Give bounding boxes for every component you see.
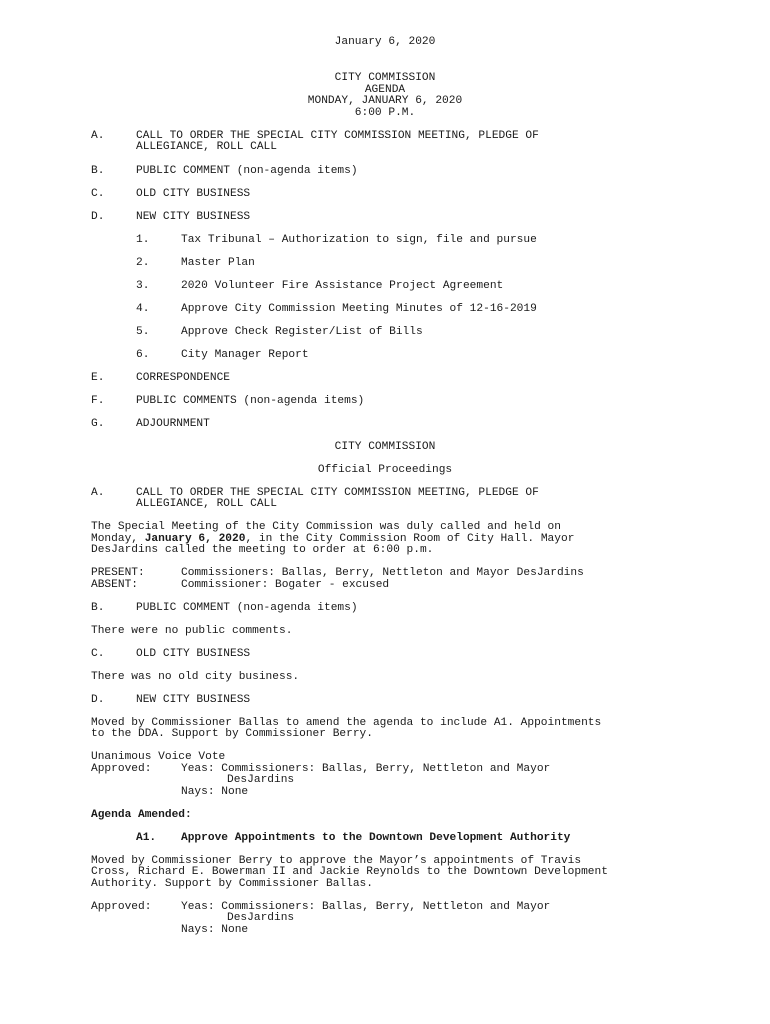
agenda-item-letter: E. xyxy=(91,372,105,384)
motion-text: Moved by Commissioner Ballas to amend the agenda to include A1. Appointments xyxy=(91,717,602,729)
new-business-number: 5. xyxy=(136,326,150,338)
section-letter: C. xyxy=(91,648,105,660)
proceedings-title: CITY COMMISSION xyxy=(334,441,436,453)
agenda-item-text: PUBLIC COMMENTS (non-agenda items) xyxy=(136,395,365,407)
section-note: There were no public comments. xyxy=(91,625,293,637)
absent-label: ABSENT: xyxy=(91,579,138,591)
agenda-header-line: MONDAY, JANUARY 6, 2020 xyxy=(307,95,463,107)
motion-text: Cross, Richard E. Bowerman II and Jackie Reynolds to the Downtown Development xyxy=(91,866,608,878)
present-label: PRESENT: xyxy=(91,567,145,579)
vote-yeas: Yeas: Commissioners: Ballas, Berry, Nettleton and Mayor xyxy=(181,901,551,913)
section-heading: OLD CITY BUSINESS xyxy=(136,648,251,660)
section-heading: CALL TO ORDER THE SPECIAL CITY COMMISSION MEETING, PLEDGE OF xyxy=(136,487,539,499)
motion-text: to the DDA. Support by Commissioner Berry. xyxy=(91,728,373,740)
approved-label: Approved: xyxy=(91,763,152,775)
agenda-item-letter: B. xyxy=(91,165,105,177)
vote-yeas: DesJardins xyxy=(227,774,295,786)
item-number: A1. xyxy=(136,832,157,844)
agenda-header-line: 6:00 P.M. xyxy=(354,107,416,119)
absent-value: Commissioner: Bogater - excused xyxy=(181,579,390,591)
new-business-item: City Manager Report xyxy=(181,349,309,361)
new-business-number: 2. xyxy=(136,257,150,269)
new-business-number: 4. xyxy=(136,303,150,315)
section-heading: PUBLIC COMMENT (non-agenda items) xyxy=(136,602,358,614)
section-letter: A. xyxy=(91,487,105,499)
meeting-intro: DesJardins called the meeting to order at 6:00 p.m. xyxy=(91,544,434,556)
agenda-item-letter: G. xyxy=(91,418,105,430)
agenda-item-text: PUBLIC COMMENT (non-agenda items) xyxy=(136,165,358,177)
agenda-item-letter: D. xyxy=(91,211,105,223)
intro-text: , in the City Commission Room of City Hall. Mayor xyxy=(245,533,575,545)
vote-type: Unanimous Voice Vote xyxy=(91,751,226,763)
section-note: There was no old city business. xyxy=(91,671,300,683)
vote-yeas: DesJardins xyxy=(227,912,295,924)
item-title: Approve Appointments to the Downtown Development Authority xyxy=(181,832,571,844)
section-heading: NEW CITY BUSINESS xyxy=(136,694,251,706)
new-business-number: 1. xyxy=(136,234,150,246)
section-letter: D. xyxy=(91,694,105,706)
agenda-header-line: AGENDA xyxy=(364,84,406,96)
agenda-item-letter: C. xyxy=(91,188,105,200)
vote-nays: Nays: None xyxy=(181,924,249,936)
present-value: Commissioners: Ballas, Berry, Nettleton and Mayor DesJardins xyxy=(181,567,584,579)
motion-text: Moved by Commissioner Berry to approve the Mayor’s appointments of Travis xyxy=(91,855,582,867)
agenda-item-text: CORRESPONDENCE xyxy=(136,372,230,384)
new-business-item: Tax Tribunal – Authorization to sign, file and pursue xyxy=(181,234,537,246)
new-business-item: Approve Check Register/List of Bills xyxy=(181,326,423,338)
agenda-item-text: NEW CITY BUSINESS xyxy=(136,211,251,223)
meeting-intro: The Special Meeting of the City Commission was duly called and held on xyxy=(91,521,561,533)
motion-text: Authority. Support by Commissioner Ballas. xyxy=(91,878,373,890)
agenda-header-line: CITY COMMISSION xyxy=(334,72,436,84)
vote-yeas: Yeas: Commissioners: Ballas, Berry, Nettleton and Mayor xyxy=(181,763,551,775)
meeting-date-bold: January 6, 2020 xyxy=(144,533,246,545)
approved-label: Approved: xyxy=(91,901,152,913)
agenda-item-text: ADJOURNMENT xyxy=(136,418,210,430)
section-heading: ALLEGIANCE, ROLL CALL xyxy=(136,498,277,510)
agenda-item-letter: F. xyxy=(91,395,105,407)
intro-text: Monday, xyxy=(91,533,145,545)
new-business-number: 6. xyxy=(136,349,150,361)
agenda-item-letter: A. xyxy=(91,130,105,142)
new-business-item: Approve City Commission Meeting Minutes of 12-16-2019 xyxy=(181,303,537,315)
section-letter: B. xyxy=(91,602,105,614)
vote-nays: Nays: None xyxy=(181,786,249,798)
new-business-item: Master Plan xyxy=(181,257,255,269)
agenda-item-text: OLD CITY BUSINESS xyxy=(136,188,251,200)
agenda-amended-heading: Agenda Amended: xyxy=(91,809,192,821)
new-business-item: 2020 Volunteer Fire Assistance Project Agreement xyxy=(181,280,504,292)
agenda-item-text: ALLEGIANCE, ROLL CALL xyxy=(136,141,277,153)
agenda-item-text: CALL TO ORDER THE SPECIAL CITY COMMISSION MEETING, PLEDGE OF xyxy=(136,130,539,142)
document-date: January 6, 2020 xyxy=(334,36,436,48)
proceedings-subtitle: Official Proceedings xyxy=(317,464,453,476)
new-business-number: 3. xyxy=(136,280,150,292)
